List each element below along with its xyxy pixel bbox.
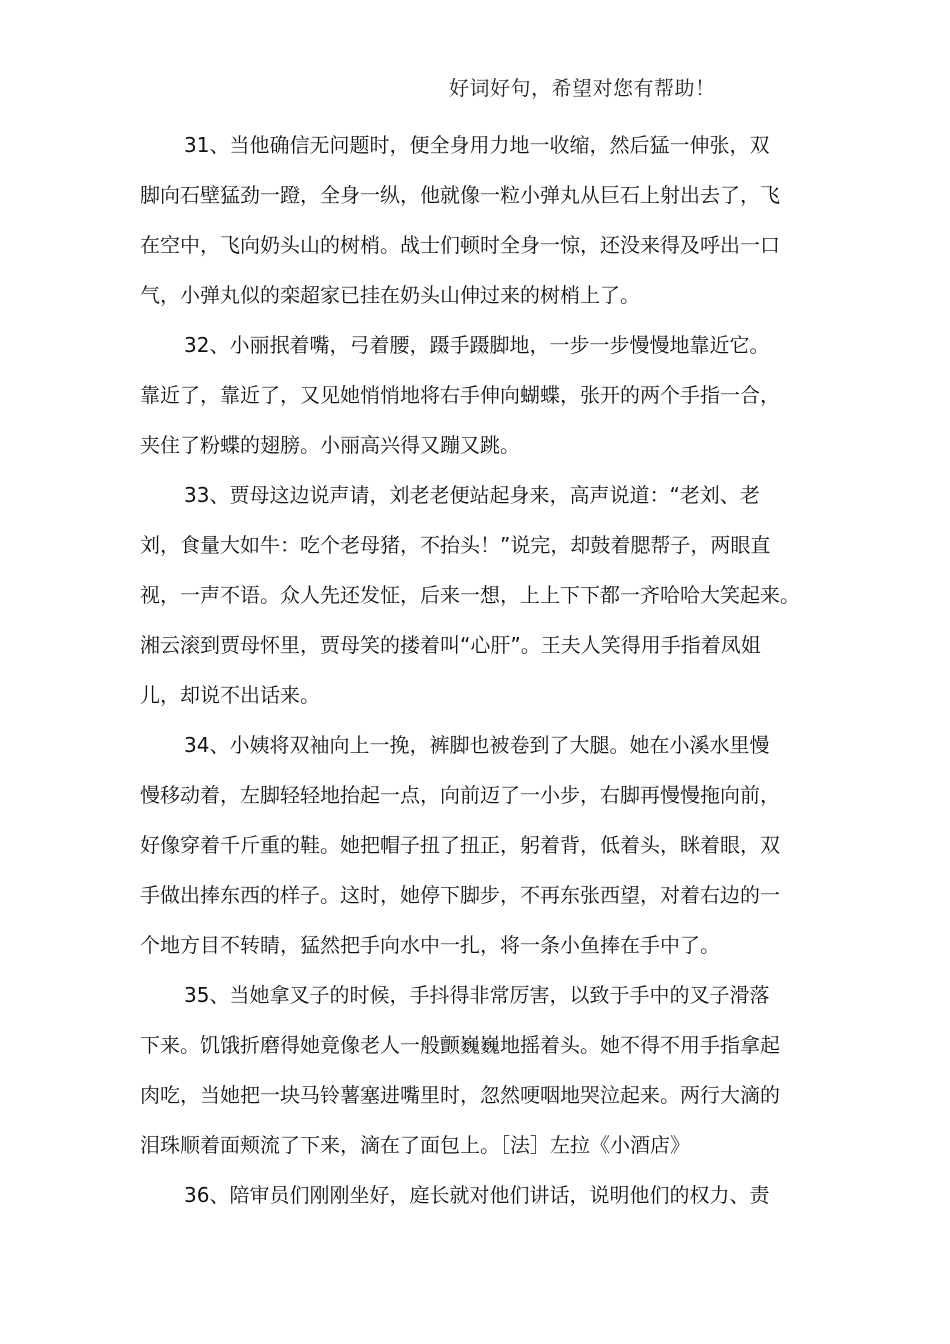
paragraph-33 [140,470,840,720]
paragraph-35 [140,970,840,1170]
text-line: 刘，食量大如牛：吃个老母猪，不抬头！”说完，却鼓着腮帮子，两眼直 [140,533,771,557]
text-line: 个地方目不转睛，猛然把手向水中一扎，将一条小鱼捧在手中了。 [140,933,720,957]
text-line: 靠近了，靠近了，又见她悄悄地将右手伸向蝴蝶，张开的两个手指一合， [140,383,780,407]
page-header: 好词好句，希望对您有帮助！ [449,76,716,100]
text-line: 34、小姨将双袖向上一挽，裤脚也被卷到了大腿。她在小溪水里慢 [184,733,770,757]
paragraph-36 [140,1170,840,1220]
text-line: 肉吃，当她把一块马铃薯塞进嘴里时，忽然哽咽地哭泣起来。两行大滴的 [140,1083,780,1107]
text-line: 手做出捧东西的样子。这时，她停下脚步，不再东张西望，对着右边的一 [140,883,780,907]
text-line: 下来。饥饿折磨得她竟像老人一般颤巍巍地摇着头。她不得不用手指拿起 [140,1033,780,1057]
text-line: 夹住了粉蝶的翅膀。小丽高兴得又蹦又跳。 [140,433,520,457]
text-line: 慢移动着，左脚轻轻地抬起一点，向前迈了一小步，右脚再慢慢拖向前， [140,783,780,807]
paragraph-34 [140,720,840,970]
text-line: 33、贾母这边说声请，刘老老便站起身来，高声说道：“老刘、老 [184,483,760,507]
text-line: 32、小丽抿着嘴，弓着腰，蹑手蹑脚地，一步一步慢慢地靠近它。 [184,333,770,357]
text-line: 在空中，飞向奶头山的树梢。战士们顿时全身一惊，还没来得及呼出一口 [140,233,780,257]
text-line: 35、当她拿叉子的时候，手抖得非常厉害，以致于手中的叉子滑落 [184,983,770,1007]
text-line: 视，一声不语。众人先还发怔，后来一想，上上下下都一齐哈哈大笑起来。 [140,583,800,607]
paragraph-32 [140,320,840,470]
text-line: 脚向石壁猛劲一蹬，全身一纵，他就像一粒小弹丸从巨石上射出去了，飞 [140,183,780,207]
text-line: 好像穿着千斤重的鞋。她把帽子扭了扭正，躬着背，低着头，眯着眼，双 [140,833,780,857]
text-line: 31、当他确信无问题时，便全身用力地一收缩，然后猛一伸张，双 [184,133,770,157]
text-line: 36、陪审员们刚刚坐好，庭长就对他们讲话，说明他们的权力、责 [184,1183,770,1207]
text-line: 泪珠顺着面颊流了下来，滴在了面包上。［法］左拉《小酒店》 [140,1133,690,1157]
paragraph-31 [140,120,840,320]
text-line: 湘云滚到贾母怀里，贾母笑的搂着叫“心肝”。王夫人笑得用手指着凤姐 [140,633,761,657]
document-body [140,120,840,1220]
text-line: 儿，却说不出话来。 [140,683,320,707]
text-line: 气，小弹丸似的栾超家已挂在奶头山伸过来的树梢上了。 [140,283,640,307]
